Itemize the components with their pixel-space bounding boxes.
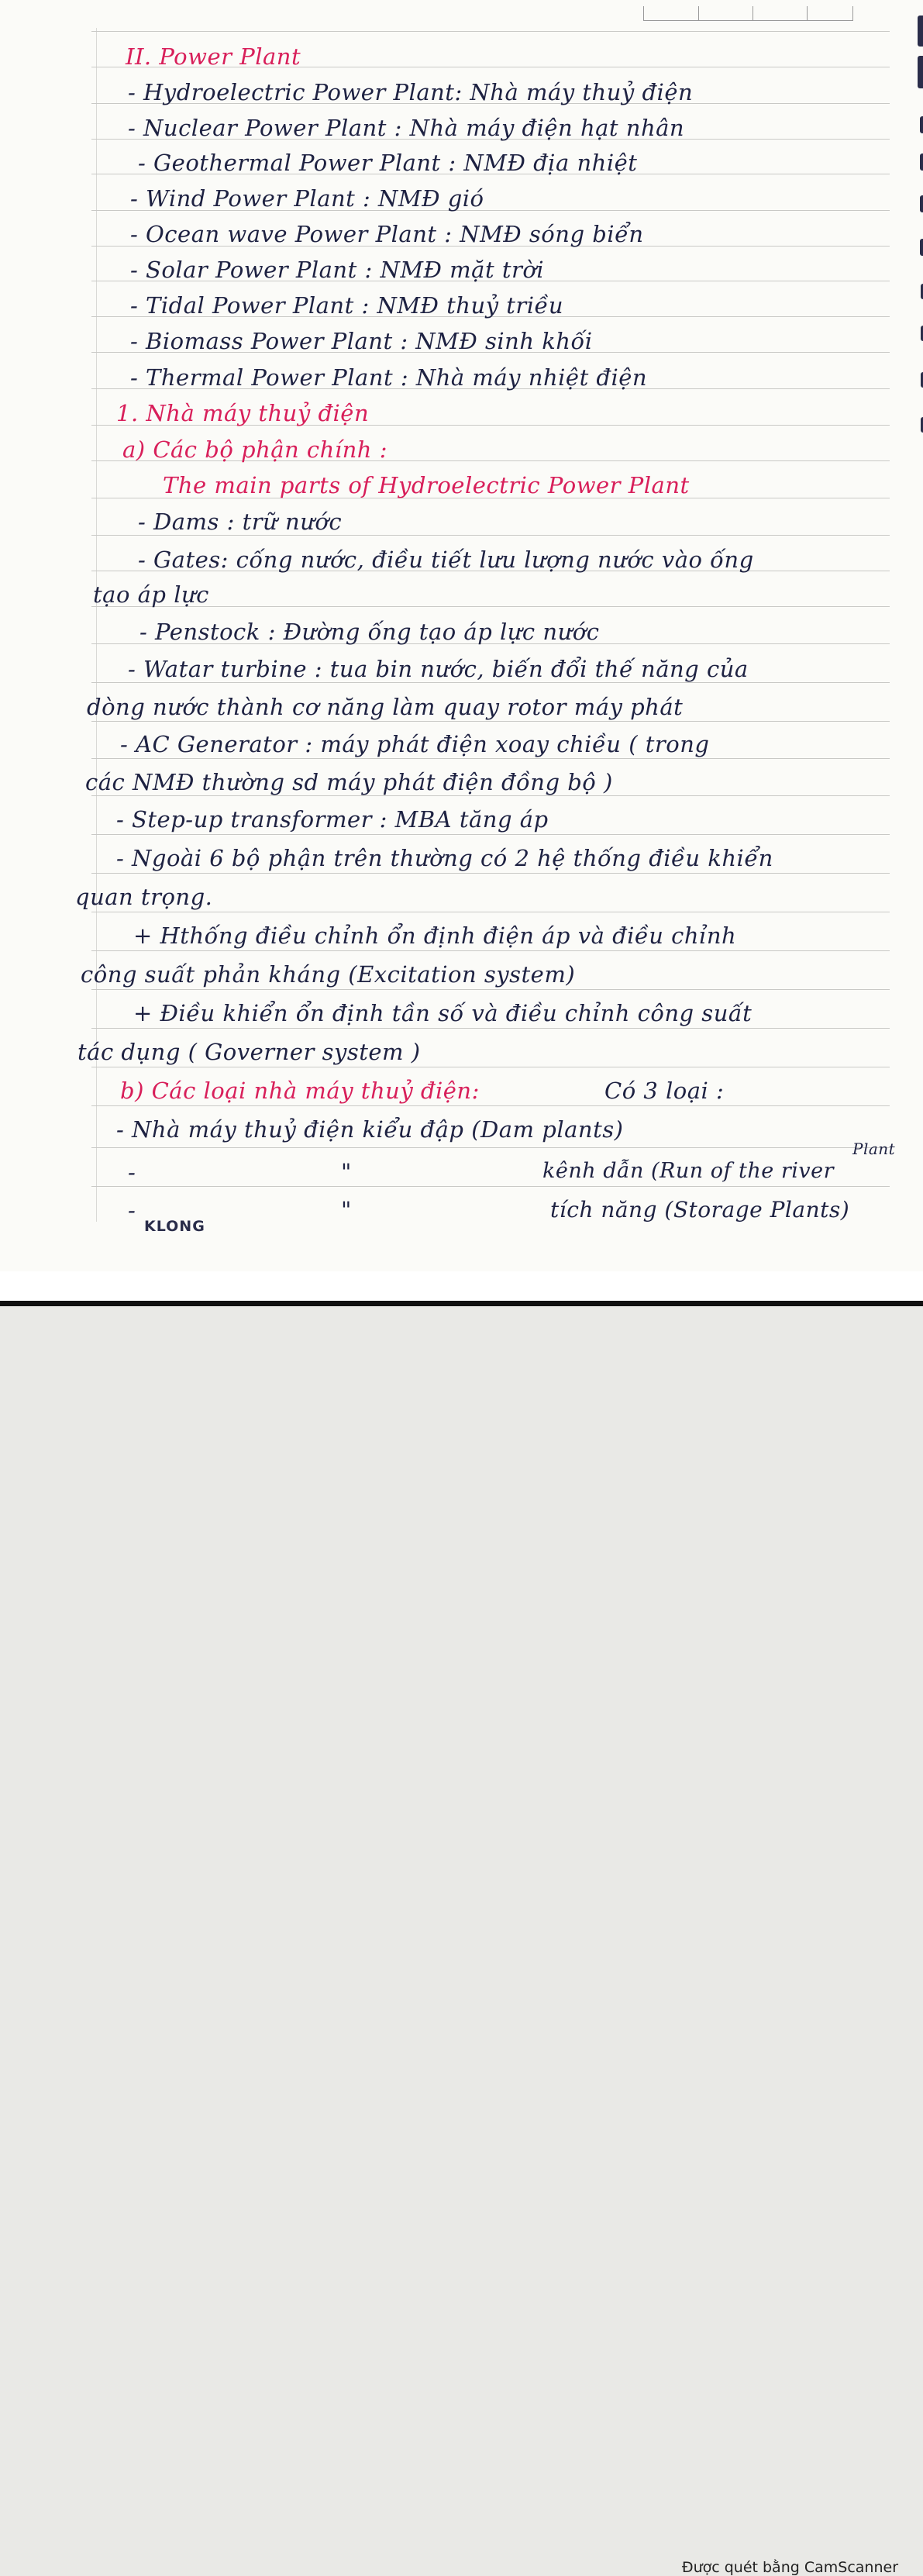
- binder-hole: [918, 56, 923, 88]
- note-line: - Tidal Power Plant : NMĐ thuỷ triều: [130, 292, 564, 319]
- binder-hole: [920, 116, 923, 133]
- note-line: quan trọng.: [75, 884, 213, 910]
- note-line: - Watar turbine : tua bin nước, biến đổi thế năng của: [128, 656, 749, 682]
- camscanner-watermark: Được quét bằng CamScanner: [681, 2559, 898, 2576]
- note-line: - Nhà máy thuỷ điện kiểu đập (Dam plants): [116, 1116, 624, 1143]
- ruled-line: [91, 31, 890, 32]
- note-line: - Geothermal Power Plant : NMĐ địa nhiệt: [138, 150, 638, 176]
- note-line: - Biomass Power Plant : NMĐ sinh khối: [130, 328, 593, 354]
- subsection-main-parts: a) Các bộ phận chính :: [122, 436, 387, 463]
- note-line: tạo áp lực: [93, 581, 209, 608]
- ruled-line: [91, 1186, 890, 1187]
- note-line: Plant: [852, 1140, 896, 1158]
- ruled-line: [91, 535, 890, 536]
- note-line: công suất phản kháng (Excitation system): [81, 961, 576, 988]
- main-parts-english-title: The main parts of Hydroelectric Power Plant: [163, 472, 690, 498]
- header-boxes: [643, 6, 853, 21]
- binder-hole: [920, 195, 923, 212]
- note-line: - Ocean wave Power Plant : NMĐ sóng biển: [130, 221, 644, 247]
- ruled-line: [91, 1105, 890, 1106]
- ruled-line: [91, 758, 890, 759]
- note-line: - Dams : trữ nước: [138, 509, 343, 535]
- note-line: - Ngoài 6 bộ phận trên thường có 2 hệ thống điều khiển: [116, 845, 773, 871]
- bottom-bar: [0, 1301, 923, 1306]
- ruled-line: [91, 682, 890, 683]
- ruled-line: [91, 1028, 890, 1029]
- section-hydro-title: 1. Nhà máy thuỷ điện: [116, 400, 370, 426]
- note-line: - Step-up transformer : MBA tăng áp: [116, 806, 549, 833]
- ruled-line: [91, 1147, 890, 1148]
- note-line: dòng nước thành cơ năng làm quay rotor máy phát: [87, 694, 684, 720]
- binder-hole: [920, 239, 923, 256]
- note-line: - AC Generator : máy phát điện xoay chiều ( trong: [120, 731, 710, 757]
- ruled-line: [91, 834, 890, 835]
- binder-hole: [920, 153, 923, 171]
- notebook-brand-logo: KLONG: [144, 1218, 205, 1235]
- subsection-plant-types: b) Các loại nhà máy thuỷ điện:: [120, 1078, 480, 1104]
- ruled-line: [91, 795, 890, 796]
- note-line: Có 3 loại :: [604, 1078, 725, 1104]
- note-line: các NMĐ thường sd máy phát điện đồng bộ ): [85, 769, 613, 795]
- note-line: + Hthống điều chỉnh ổn định điện áp và điều chỉnh: [133, 922, 737, 949]
- ditto-mark: ": [341, 1197, 352, 1223]
- ruled-line: [91, 873, 890, 874]
- note-line: - Nuclear Power Plant : Nhà máy điện hạt nhân: [128, 115, 685, 141]
- ruled-line: [91, 606, 890, 607]
- note-line: kênh dẫn (Run of the river: [542, 1159, 835, 1183]
- note-line: - Solar Power Plant : NMĐ mặt trời: [130, 257, 545, 283]
- note-line: - Gates: cống nước, điều tiết lưu lượng nước vào ống: [138, 547, 754, 573]
- note-line: - Hydroelectric Power Plant: Nhà máy thuỷ điện: [128, 79, 694, 105]
- ruled-line: [91, 950, 890, 951]
- note-line: - Wind Power Plant : NMĐ gió: [130, 185, 484, 212]
- binder-hole: [918, 16, 923, 47]
- note-line: tác dụng ( Governer system ): [77, 1039, 421, 1065]
- ditto-mark: ": [341, 1159, 352, 1185]
- note-line: -: [128, 1159, 136, 1185]
- note-line: - Penstock : Đường ống tạo áp lực nước: [139, 619, 600, 645]
- ruled-line: [91, 989, 890, 990]
- note-line: tích năng (Storage Plants): [550, 1197, 850, 1222]
- note-line: - Thermal Power Plant : Nhà máy nhiệt điện: [130, 364, 648, 391]
- ruled-line: [91, 721, 890, 722]
- note-line: -: [128, 1197, 136, 1223]
- heading-power-plant: II. Power Plant: [126, 43, 301, 70]
- note-line: + Điều khiển ổn định tần số và điều chỉnh công suất: [133, 1000, 753, 1026]
